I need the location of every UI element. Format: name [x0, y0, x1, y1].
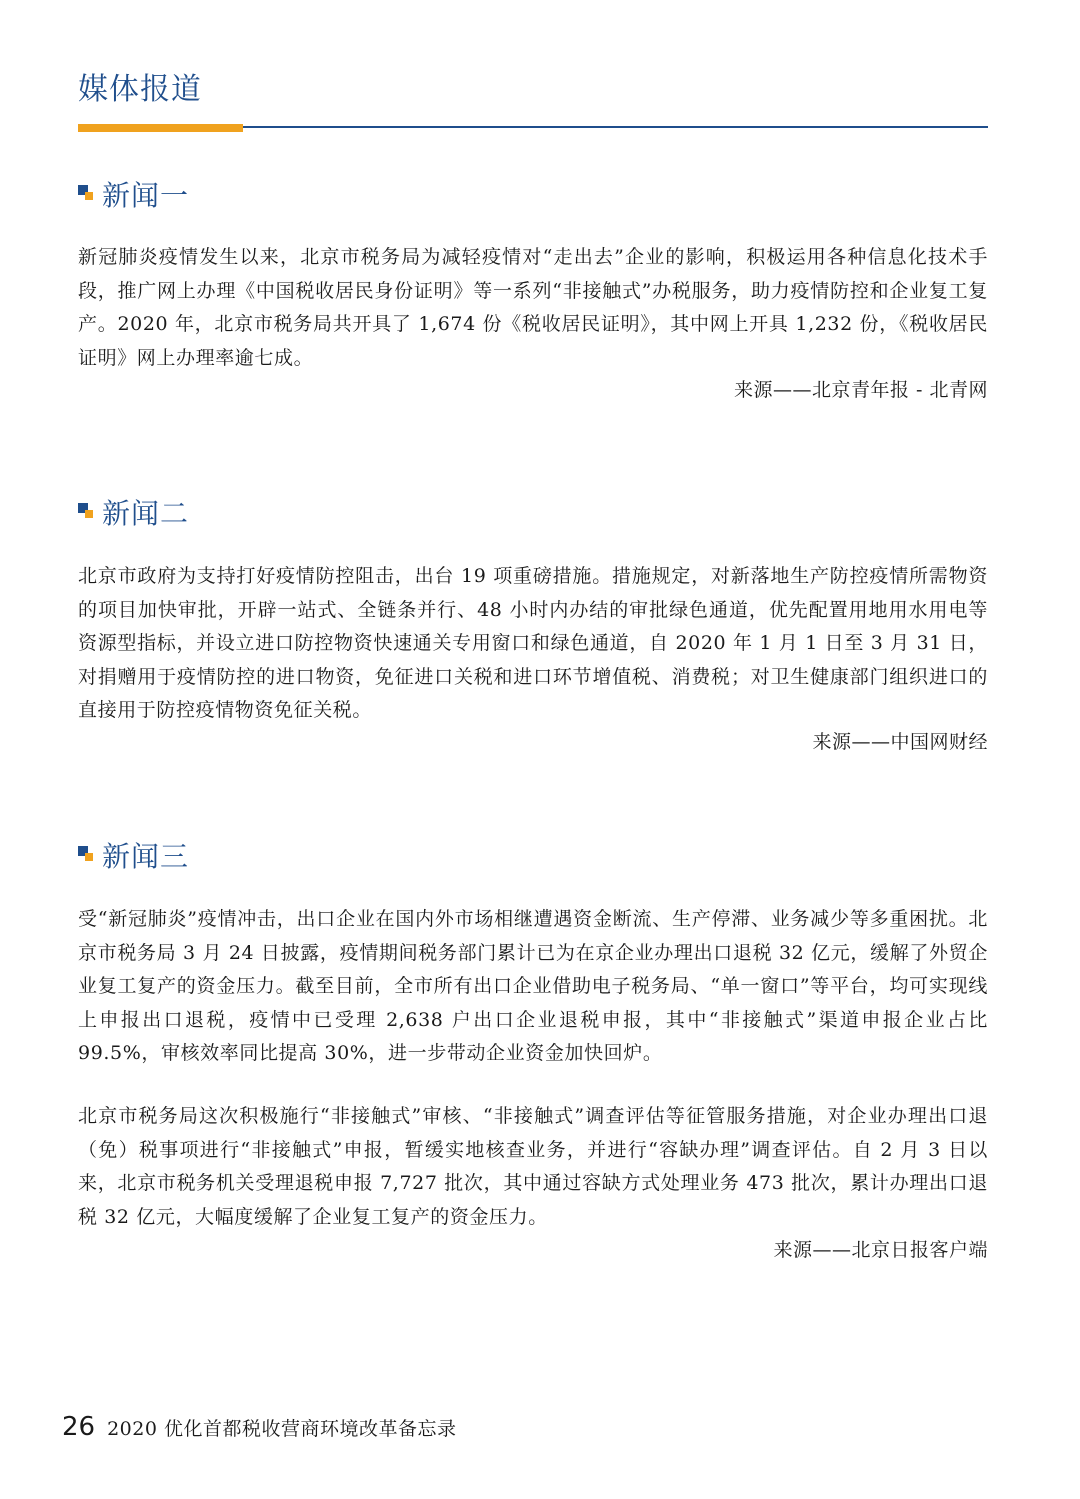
section-bullet-icon [78, 846, 94, 862]
news-2-paragraph: 北京市政府为支持打好疫情防控阻击，出台 19 项重磅措施。措施规定，对新落地生产防控疫情所需物资的项目加快审批，开辟一站式、全链条并行、48 小时内办结的审批绿色通道，优先配置用地用水用电等资源型指标，并设立进口防控物资快速通关专用窗口和绿色通道，自 2020 年 1 月 1 日至 3 月 31 日，对捐赠用于疫情防控的进口物资，免征进口关税和进口环节增值税、消费税；对卫生健康部门组织进口的直接用于防控疫情物资免征关税。 [78, 565, 988, 721]
news-2-source: 来源——中国网财经 [812, 731, 988, 753]
title-underline-rule [243, 126, 988, 128]
news-2-heading [78, 494, 189, 534]
title-underline [78, 124, 988, 132]
publication-title: 2020 优化首都税收营商环境改革备忘录 [107, 1418, 457, 1440]
news-1-paragraph: 新冠肺炎疫情发生以来，北京市税务局为减轻疫情对“走出去”企业的影响，积极运用各种信息化技术手段，推广网上办理《中国税收居民身份证明》等一系列“非接触式”办税服务，助力疫情防控和企业复工复产。2020 年，北京市税务局共开具了 1,674 份《税收居民证明》，其中网上开具 1,232 份，《税收居民证明》网上办理率逾七成。 [78, 246, 988, 369]
news-1-heading [78, 176, 189, 216]
news-1-source: 来源——北京青年报 - 北青网 [734, 379, 988, 401]
section-bullet-icon [78, 185, 94, 201]
news-3-paragraph-2: 北京市税务局这次积极施行“非接触式”审核、“非接触式”调查评估等征管服务措施，对企业办理出口退（免）税事项进行“非接触式”申报，暂缓实地核查业务，并进行“容缺办理”调查评估。自 2 月 3 日以来，北京市税务机关受理退税申报 7,727 批次，其中通过容缺方式处理业务 473 批次，累计办理出口退税 32 亿元，大幅度缓解了企业复工复产的资金压力。 [78, 1105, 988, 1228]
news-3-heading-text: 新闻三 [102, 840, 190, 873]
page-footer [62, 1412, 457, 1442]
page-title: 媒体报道 [78, 72, 202, 107]
news-2-heading-text: 新闻二 [102, 497, 190, 530]
news-1-heading-text: 新闻一 [102, 179, 190, 212]
news-3-heading [78, 837, 189, 877]
page-number: 26 [62, 1412, 96, 1442]
title-underline-accent [78, 124, 243, 132]
section-bullet-icon [78, 503, 94, 519]
news-3-paragraph-1: 受“新冠肺炎”疫情冲击，出口企业在国内外市场相继遭遇资金断流、生产停滞、业务减少等多重困扰。北京市税务局 3 月 24 日披露，疫情期间税务部门累计已为在京企业办理出口退税 32 亿元，缓解了外贸企业复工复产的资金压力。截至目前，全市所有出口企业借助电子税务局、“单一窗口”等平台，均可实现线上申报出口退税，疫情中已受理 2,638 户出口企业退税申报，其中“非接触式”渠道申报企业占比 99.5%，审核效率同比提高 30%，进一步带动企业资金加快回炉。 [78, 908, 988, 1064]
news-3-source: 来源——北京日报客户端 [773, 1239, 988, 1261]
